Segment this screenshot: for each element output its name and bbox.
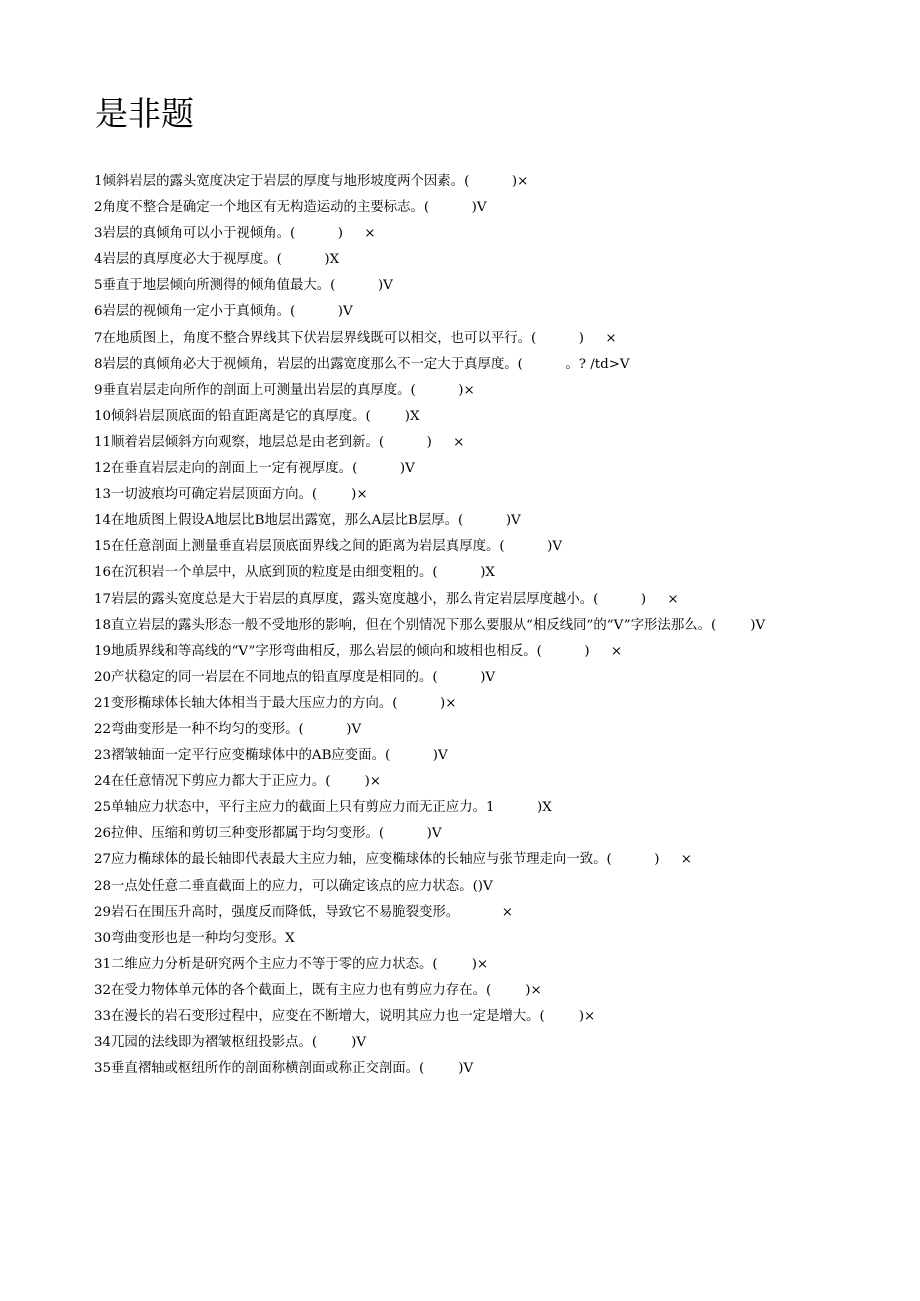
question-item: 3岩层的真倾角可以小于视倾角。( ) × [94,226,376,242]
question-item: 7在地质图上，角度不整合界线其下伏岩层界线既可以相交，也可以平行。( ) × [94,330,617,346]
question-item: 11顺着岩层倾斜方向观察，地层总是由老到新。( ) × [94,434,465,450]
question-item: 5垂直于地层倾向所测得的倾角值最大。( )V [94,278,393,294]
question-item: 28一点处任意二垂直截面上的应力，可以确定该点的应力状态。()V [94,878,493,894]
question-item: 31二维应力分析是研究两个主应力不等于零的应力状态。( )× [94,956,489,972]
question-item: 4岩层的真厚度必大于视厚度。( )X [94,252,340,268]
question-item: 26拉伸、压缩和剪切三种变形都属于均匀变形。( )V [94,826,442,842]
question-item: 33在漫长的岩石变形过程中，应变在不断增大，说明其应力也一定是增大。( )× [94,1009,596,1024]
page-title: 是非题 [95,94,194,133]
question-item: 2角度不整合是确定一个地区有无构造运动的主要标志。( )V [94,200,487,216]
question-item: 22弯曲变形是一种不均匀的变形。( )V [94,721,362,737]
question-item: 12在垂直岩层走向的剖面上一定有视厚度。( )V [94,461,415,477]
question-item: 6岩层的视倾角一定小于真倾角。( )V [94,304,353,320]
question-item: 15在任意剖面上测量垂直岩层顶底面界线之间的距离为岩层真厚度。( )V [94,539,563,555]
question-item: 20产状稳定的同一岩层在不同地点的铅直厚度是相同的。( )V [94,669,496,685]
question-item: 24在任意情况下剪应力都大于正应力。( )× [94,774,382,790]
question-item: 30弯曲变形也是一种均匀变形。X [94,930,295,946]
question-item: 1倾斜岩层的露头宽度决定于岩层的厚度与地形坡度两个因素。( )× [94,174,529,189]
question-item: 32在受力物体单元体的各个截面上，既有主应力也有剪应力存在。( )× [94,982,542,998]
question-item: 29岩石在围压升高时，强度反而降低，导致它不易脆裂变形。 × [94,904,513,920]
question-list [94,169,824,1082]
question-item: 27应力椭球体的最长轴即代表最大主应力轴，应变椭球体的长轴应与张节理走向一致。( ) × [94,852,693,868]
question-item: 19地质界线和等高线的“V”字形弯曲相反，那么岩层的倾向和坡相也相反。( ) × [94,643,623,659]
question-item: 18直立岩层的露头形态一般不受地形的影响，但在个别情况下那么要服从“相反线同”的“V”字形法那么。( )V [94,617,766,633]
question-item: 35垂直褶轴或枢纽所作的剖面称横剖面或称正交剖面。( )V [94,1061,474,1077]
question-item: 9垂直岩层走向所作的剖面上可测量出岩层的真厚度。( )× [94,382,475,398]
question-item: 10倾斜岩层顶底面的铅直距离是它的真厚度。( )X [94,408,420,424]
question-item: 16在沉积岩一个单层中，从底到顶的粒度是由细变粗的。( )X [94,565,495,581]
question-item: 34兀园的法线即为褶皱枢纽投影点。( )V [94,1035,367,1051]
question-item: 23褶皱轴面一定平行应变椭球体中的AB应变面。( )V [94,748,448,764]
question-item: 14在地质图上假设A地层比B地层出露宽，那么A层比B层厚。( )V [94,513,521,529]
question-item: 8岩层的真倾角必大于视倾角，岩层的出露宽度那么不一定大于真厚度。( 。? /td>V [94,356,630,372]
question-item: 21变形椭球体长轴大体相当于最大压应力的方向。( )× [94,695,457,711]
question-item: 13一切波痕均可确定岩层顶面方向。( )× [94,487,368,503]
question-item: 25单轴应力状态中，平行主应力的截面上只有剪应力而无正应力。1 )X [94,800,552,816]
question-item: 17岩层的露头宽度总是大于岩层的真厚度，露头宽度越小，那么肯定岩层厚度越小。( ) × [94,591,679,607]
